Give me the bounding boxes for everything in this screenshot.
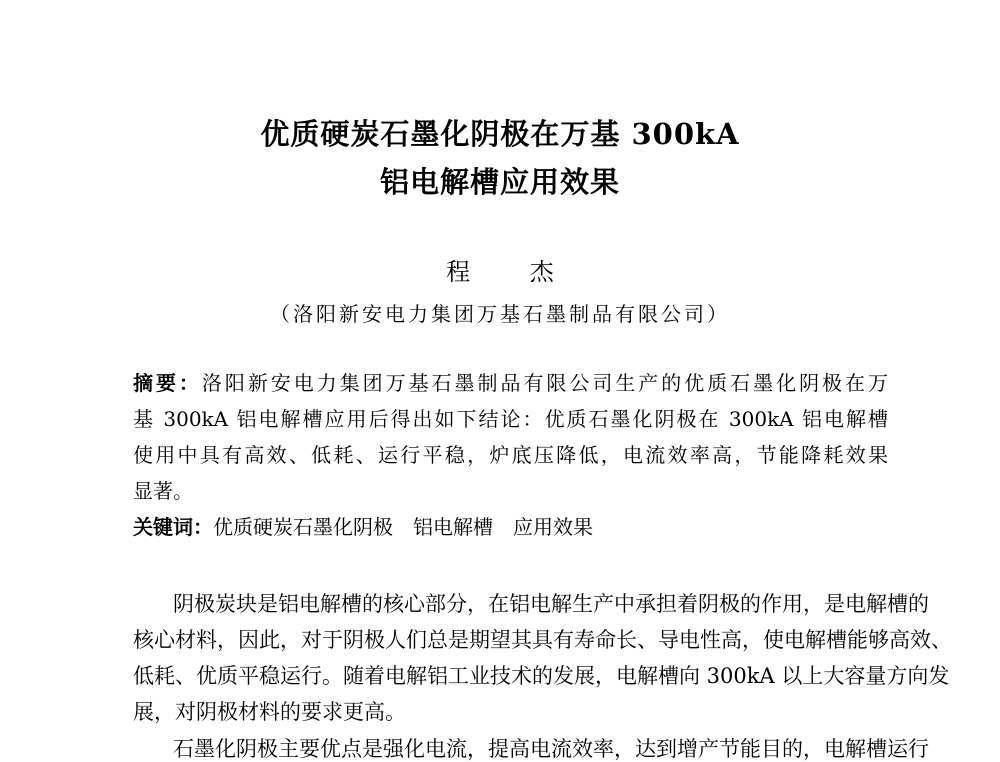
keywords	[133, 514, 888, 540]
body-line: 低耗、优质平稳运行。随着电解铝工业技术的发展，电解槽向 300kA 以上大容量方向发	[133, 664, 950, 688]
keywords-label: 关键词：	[133, 515, 213, 539]
keywords-text: 优质硬炭石墨化阴极 铝电解槽 应用效果	[213, 515, 593, 539]
body-line: 石墨化阴极主要优点是强化电流，提高电流效率，达到增产节能目的，电解槽运行	[173, 737, 929, 761]
author: 程 杰	[446, 258, 580, 286]
abstract-line: 摘要：洛阳新安电力集团万基石墨制品有限公司生产的优质石墨化阴极在万	[133, 371, 888, 395]
affiliation: （洛阳新安电力集团万基石墨制品有限公司）	[270, 302, 730, 326]
body-line: 展，对阴极材料的要求更高。	[133, 700, 406, 724]
abstract-line: 显著。	[133, 479, 193, 503]
title-line-1: 优质硬炭石墨化阴极在万基 300kA	[260, 117, 740, 151]
body-line: 核心材料，因此，对于阴极人们总是期望其具有寿命长、导电性高，使电解槽能够高效、	[133, 628, 952, 652]
body-line: 阴极炭块是铝电解槽的核心部分，在铝电解生产中承担着阴极的作用，是电解槽的	[173, 592, 929, 616]
abstract-line: 基 300kA 铝电解槽应用后得出如下结论：优质石墨化阴极在 300kA 铝电解槽	[133, 407, 888, 431]
abstract-label: 摘要：	[133, 371, 202, 395]
title-line-2: 铝电解槽应用效果	[379, 165, 620, 199]
abstract-line: 使用中具有高效、低耗、运行平稳，炉底压降低，电流效率高，节能降耗效果	[133, 443, 888, 467]
